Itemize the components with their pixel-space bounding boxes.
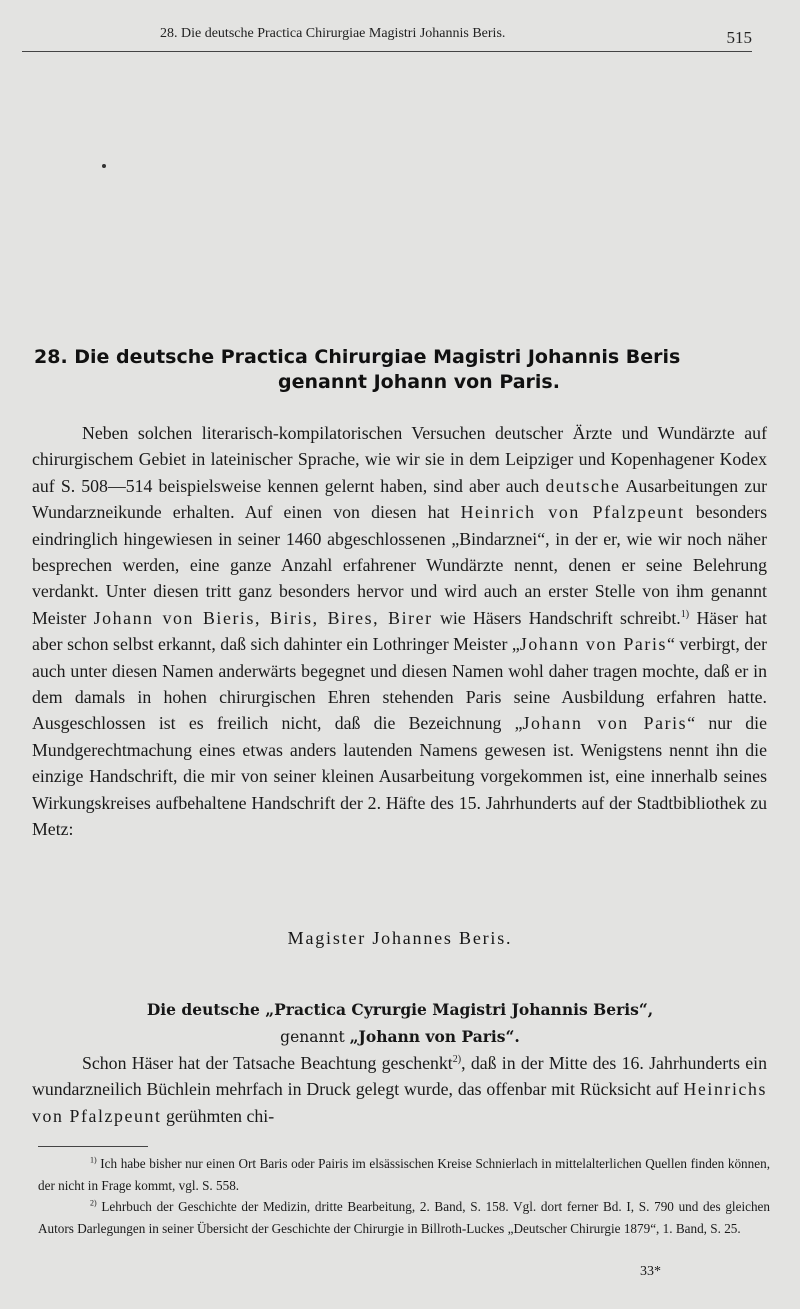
paragraph-1-text <box>32 420 767 843</box>
text-run: Neben solchen literarisch-kompilatorischen Versuchen deutscher Ärzte und Wundärzte auf chirurgischem Gebiet in lateinischer Sprache, wie wir sie in dem Leipziger und Kopenhagener Kodex auf S. 508—514 beispielsweise kennen gelernt haben, sind aber auch <box>32 423 767 496</box>
spaced-name: Billroth-Luckes <box>420 1220 505 1236</box>
spaced-name: deutsche <box>545 475 621 496</box>
text-run: “ nur die Mundgerechtmachung eines etwas anders lautenden Namens gewesen ist. Wenigstens nennt ihn die einzige Handschrift, die mir von seiner kleinen Ausarbeitung vorgekommen ist, eine innerhalb seines Wirkungskreises aufbehaltene Handschrift der 2. Häfte des 15. Jahrhunderts auf der Stadtbibliothek zu Metz: <box>32 713 767 840</box>
text-run: wie <box>432 607 474 628</box>
subheading-line1: Die deutsche „Practica Cyrurgie Magistri Johannis Beris“, <box>146 1000 654 1019</box>
text-run: Ich habe bisher nur einen Ort <box>96 1156 260 1171</box>
spaced-name: Johann von Paris <box>519 634 668 655</box>
footnote-ref: 1) <box>680 608 690 620</box>
text-run: „Deutscher Chirurgie 1879“, 1. Band, S. 25. <box>504 1220 741 1236</box>
spaced-name: Heinrich von Pfalzpeunt <box>460 502 685 523</box>
spaced-name: Johann von Bieris, Biris, Bires, Birer <box>93 607 433 628</box>
text-run: Schon <box>82 1053 132 1073</box>
text-run: besonders eindringlich hingewiesen in seiner 1460 abgeschlossenen „Bindarznei“, in der er, wie wir noch näher besprechen werden, eine ganze Anzahl erfahrener Wundärzte nennt, denen er seine Belehrung verdankt. Unter diesen tritt ganz besonders hervor und wird auch an erster Stelle von ihm genannt Meister <box>32 502 767 628</box>
text-run: oder <box>287 1156 319 1171</box>
body-paragraph-1 <box>32 420 767 843</box>
text-run: gerühmten chi- <box>161 1105 275 1126</box>
running-head-title: 28. Die deutsche Practica Chirurgiae Magistri Johannis Beris. <box>160 26 506 41</box>
spaced-name: Baris <box>259 1156 288 1171</box>
chapter-heading-line1: 28. Die deutsche Practica Chirurgiae Magistri Johannis Beris <box>34 346 681 368</box>
body-paragraph-2 <box>32 1050 767 1129</box>
header-rule <box>22 51 752 52</box>
spaced-name: Johann von Paris <box>522 713 688 734</box>
text-run: hat der Tatsache Beachtung geschenkt <box>173 1053 453 1073</box>
footnote-ref: 1) <box>90 1155 97 1165</box>
text-run: Ausarbeitungen zur Wundarzneikunde erhalten. Auf einen von diesen hat <box>32 475 768 523</box>
text-run: “ verbirgt, der auch unter diesen Namen anderwärts begegnet und diesen Namen wohl daher tragen mochte, daß er in dem damals in hohen chirurgischen Ehren stehenden Paris seine Ausbildung erfahren hatte. Ausgeschlossen ist es freilich nicht, daß die Bezeichnung „ <box>32 634 768 734</box>
subheading-line2 <box>120 1023 680 1051</box>
print-speck <box>102 164 106 168</box>
subheading-line2-name: „Johann von Paris“. <box>349 1027 520 1046</box>
section-subheading <box>120 996 680 1051</box>
running-head <box>0 26 800 48</box>
spaced-name: Pairis <box>318 1156 349 1171</box>
text-run: Häser <box>131 1053 174 1073</box>
text-run: Handschrift schreibt. <box>521 607 681 628</box>
signature-mark: 33* <box>640 1264 661 1279</box>
paragraph-2-text <box>32 1050 767 1129</box>
footnote-1 <box>38 1153 770 1196</box>
footnote-ref: 2) <box>90 1198 97 1208</box>
footnote-ref: 2) <box>452 1054 462 1066</box>
text-run: Lehrbuch der Geschichte der Medizin, dritte Bearbeitung, 2. Band, S. 158. Vgl. dort ferner Bd. I, S. 790 und des gleichen Autors Darlegungen in seiner Übersicht der Geschichte der Chirurgie in <box>38 1199 770 1236</box>
text-run: Häser <box>696 607 738 628</box>
text-run: im elsässischen Kreise Schnierlach in mittelalterlichen Quellen finden können, der nicht in Frage kommt, vgl. S. 558. <box>38 1156 770 1193</box>
text-run: , daß in der Mitte des 16. Jahrhunderts ein wundarzneilich Büchlein mehrfach in Druck gelegt wurde, das offenbar mit Rücksicht auf <box>32 1053 767 1100</box>
footnote-rule <box>38 1146 148 1147</box>
manuscript-signature-line: Magister Johannes Beris. <box>287 928 513 948</box>
spaced-name: Heinrichs von Pfalzpeunt <box>32 1079 767 1126</box>
subheading-line2-prefix: genannt <box>280 1028 350 1046</box>
chapter-heading <box>34 345 768 395</box>
text-run: Häsers <box>473 607 522 628</box>
text-run: hat aber schon selbst erkannt, daß sich dahinter ein Lothringer Meister „ <box>32 607 767 655</box>
page-number: 515 <box>726 28 752 47</box>
footnotes <box>38 1153 770 1239</box>
chapter-heading-line2: genannt Johann von Paris. <box>278 371 560 393</box>
footnote-2 <box>38 1196 770 1239</box>
